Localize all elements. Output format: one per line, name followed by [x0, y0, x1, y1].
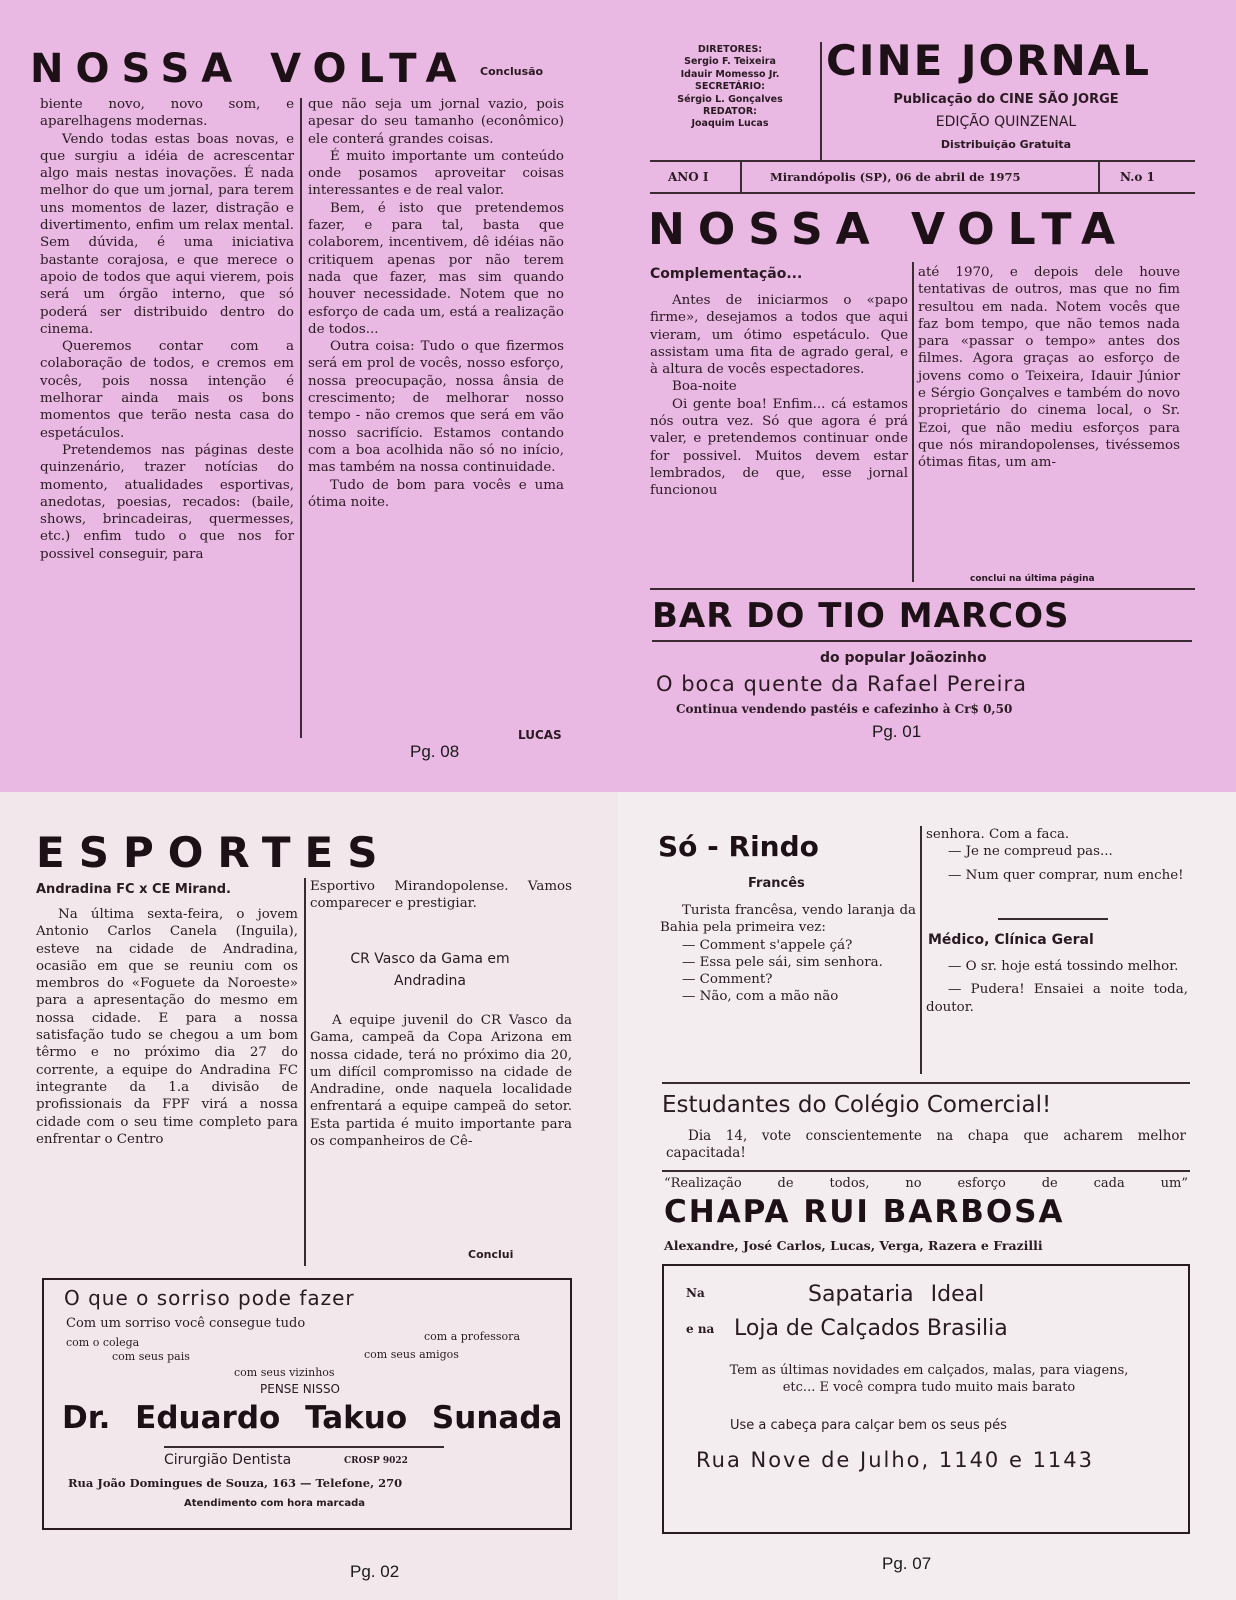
bar-ad-underline [652, 640, 1192, 642]
paragraph: — Comment? [682, 972, 773, 988]
page-01 [620, 0, 1236, 792]
paragraph: até 1970, e depois dele houve tentativas de outros, mas que no fim resultou em nada. Notem vocês que faz bom tempo, que não temos nada para «passar o tempo» antes dos filmes. Agora graças ao esforço de jovens como o Teixeira, Idauir Júnior e Sérgio Gonçalves e também do novo proprietário do cinema local, o Sr. Ezoi, que não mediu esforços para que nós mirandopolenses, tivéssemos ótimas fitas, um am- [918, 265, 1180, 471]
pg01-page-label: Pg. 01 [872, 722, 922, 741]
dentist-ad-line3a: com seus pais [112, 1350, 190, 1363]
paragraph: Queremos contar com a colaboração de todos, e cremos em vocês, pois nossa intenção é melhorar ainda mais os bons momentos que terão nesta casa do espetáculos. [40, 339, 294, 441]
masthead-sub3: Distribuição Gratuita [940, 138, 1072, 151]
section-rule [662, 1170, 1190, 1172]
staff-line: Sergio F. Teixeira [684, 56, 776, 68]
masthead-divider [820, 42, 822, 160]
section-rule [662, 1082, 1190, 1084]
column-divider [920, 826, 922, 1074]
ad-rule [650, 588, 1195, 590]
dentist-ad-line2a: com o colega [66, 1336, 140, 1349]
chapa-quote: “Realização de todos, no esforço de cada um” [664, 1176, 1188, 1191]
pg02-column-1 [36, 906, 298, 1148]
column-divider [300, 98, 302, 738]
paragraph: biente novo, novo som, e aparelhagens modernas. [40, 97, 294, 130]
paragraph: Dia 14, vote conscientemente na chapa que acharem melhor capacitada! [666, 1128, 1186, 1162]
dentist-profession: Cirurgião Dentista [164, 1452, 292, 1468]
chapa-name: CHAPA RUI BARBOSA [664, 1194, 1065, 1230]
masthead-rule-top [650, 160, 1195, 162]
joke-separator [998, 918, 1108, 920]
paragraph: Vendo todas estas boas novas, e que surgiu a idéia de acrescentar algo mais nestas inovações. É nada melhor do que um jornal, para terem uns momentos de lazer, distração e divertimento, enfim um relax mental. Sem dúvida, é uma iniciativa bastante corajosa, e que merece o apoio de todos que aqui vierem, pois será um órgão interno, que só poderá ser distribuido dentro do cinema. [40, 131, 294, 337]
dateline-divider [740, 162, 742, 192]
staff-line: Idauir Momesso Jr. [680, 68, 780, 80]
masthead-sub1: Publicação do CINE SÃO JORGE [893, 92, 1119, 107]
pg01-title: NOSSA VOLTA [648, 204, 1129, 255]
pg01-column-1 [650, 292, 908, 500]
pg07-column-2a [926, 826, 1188, 884]
pg08-column-2 [308, 96, 564, 511]
bar-ad-line2: O boca quente da Rafael Pereira [656, 672, 1027, 696]
issue-number: N.o 1 [1120, 170, 1155, 184]
dentist-address: Rua João Domingues de Souza, 163 — Telefone, 270 [68, 1476, 403, 1490]
paragraph: — Pudera! Ensaiei a noite toda, doutor. [926, 982, 1188, 1015]
paragraph: — Comment s'appele çá? [682, 937, 853, 953]
pg07-sub2: Médico, Clínica Geral [928, 932, 1094, 948]
masthead-rule-bottom [650, 192, 1195, 194]
shoe-ad-ena: e na [686, 1322, 715, 1336]
students-text [666, 1128, 1186, 1163]
paragraph: Antes de iniciarmos o «papo firme», desejamos a todos que aqui vieram, um ótimo espetáculo. Que assistam uma fita de agrado geral, e à altura de vocês espectadores. [650, 293, 908, 378]
paragraph: Esportivo Mirandopolense. Vamos comparecer e prestigiar. [310, 879, 572, 912]
staff-line: Sérgio L. Gonçalves [677, 93, 783, 105]
dentist-hours: Atendimento com hora marcada [184, 1498, 365, 1509]
pg07-sub1: Francês [748, 876, 805, 891]
paragraph: — Je ne compreud pas... [948, 844, 1113, 860]
shoe-ad-text: Tem as últimas novidades em calçados, malas, para viagens, etc... E você compra tudo muito mais barato [729, 1363, 1129, 1395]
shoe-ad-slogan: Use a cabeça para calçar bem os seus pés [730, 1418, 1007, 1433]
dateline-divider [1098, 162, 1100, 192]
pg02-sub1: Andradina FC x CE Mirand. [36, 882, 231, 897]
paragraph: — O sr. hoje está tossindo melhor. [948, 959, 1179, 974]
paragraph: Na última sexta-feira, o jovem Antonio Carlos Canela (Inguila), esteve na cidade de Andradina, ocasião em que se reuniu com os membros do «Foguete da Noroeste» para a apresentação do mesmo em nossa cidade. E para a nossa satisfação tudo se chegou a um bom têrmo e no próximo dia 27 do corrente, a equipe do Andradina FC integrante da 1.a divisão de profissionais da FPF virá a nossa cidade com o seu time completo para enfrentar o Centro [36, 907, 298, 1147]
pg08-title: NOSSA VOLTA [30, 46, 469, 92]
column-divider [912, 262, 914, 582]
paragraph: que não seja um jornal vazio, pois apesar do seu tamanho (econômico) ele conterá grandes coisas. [308, 97, 564, 147]
paragraph: Oi gente boa! Enfim... cá estamos nós outra vez. Só que agora é prá valer, e pretendemos continuar onde for possivel. Muitos devem estar lembrados, de que, esse jornal funcionou [650, 396, 908, 499]
top-spread [0, 0, 1236, 792]
paragraph: Pretendemos nas páginas deste quinzenário, trazer notícias do momento, atualidades esportivas, anedotas, poesias, recados: (baile, shows, brincadeiras, quermesses, etc.) enfim tudo o que nos for possivel conseguir, para [40, 442, 294, 562]
shoe-ad-address: Rua Nove de Julho, 1140 e 1143 [696, 1448, 1095, 1472]
dentist-ad-line2b: com a professora [424, 1330, 520, 1343]
masthead-title: CINE JORNAL [826, 36, 1152, 85]
shoe-store-ad [662, 1264, 1190, 1534]
pg02-conclui: Conclui [468, 1248, 514, 1261]
paragraph: É muito importante um conteúdo onde posamos aproveitar coisas interessantes e de real valor. [308, 148, 564, 199]
bottom-spread [0, 792, 1236, 1600]
pg02-page-label: Pg. 02 [350, 1562, 400, 1581]
shoe-ad-shop2: Loja de Calçados Brasilia [734, 1316, 1008, 1341]
pg08-column-1 [40, 96, 294, 563]
masthead-sub2: EDIÇÃO QUINZENAL [935, 114, 1077, 130]
pg07-column-1 [660, 902, 916, 1006]
dentist-ad-line3b: com seus amigos [364, 1348, 459, 1361]
column-divider [304, 878, 306, 1266]
continued-note: conclui na última página [970, 574, 1095, 584]
pg07-column-2b [926, 958, 1188, 1016]
staff-line: Joaquim Lucas [691, 118, 769, 130]
pg08-title-suffix: Conclusão [480, 65, 544, 78]
bar-ad-title: BAR DO TIO MARCOS [652, 596, 1070, 636]
paragraph: — Essa pele sái, sim senhora. [682, 954, 883, 970]
bar-ad-line1: do popular Joãozinho [820, 650, 987, 666]
page-02 [0, 792, 618, 1600]
page-07 [618, 792, 1236, 1600]
pg02-title: ESPORTES [36, 828, 392, 877]
chapa-members: Alexandre, José Carlos, Lucas, Verga, Razera e Frazilli [664, 1238, 1043, 1253]
masthead-staff [640, 44, 820, 131]
dentist-ad-line5: PENSE NISSO [260, 1382, 341, 1396]
paragraph: Turista francêsa, vendo laranja da Bahia pela primeira vez: [660, 903, 916, 936]
pg08-page-label: Pg. 08 [410, 742, 460, 761]
ano: ANO I [668, 170, 709, 184]
dentist-ad [42, 1278, 572, 1530]
pg08-signature: LUCAS [518, 728, 562, 742]
pg02-column-2 [310, 1012, 572, 1150]
paragraph: senhora. Com a faca. [926, 827, 1070, 842]
staff-line: DIRETORES: [697, 44, 763, 55]
staff-line: REDATOR: [703, 106, 757, 118]
staff-line: SECRETÁRIO: [695, 81, 765, 93]
dentist-ad-line1: Com um sorriso você consegue tudo [66, 1316, 306, 1331]
paragraph: Outra coisa: Tudo o que fizermos será em prol de vocês, nosso esforço, nossa preocupação, nossa ânsia de crescimento; de melhorar nosso tempo - não cremos que será em vão nosso sacrifício. Estamos contando com a boa acolhida não só no início, mas também na nossa continuidade. [308, 339, 564, 476]
shoe-ad-shop1: Sapataria Ideal [808, 1282, 985, 1307]
students-title: Estudantes do Colégio Comercial! [662, 1092, 1052, 1118]
paragraph: — Num quer comprar, num enche! [948, 867, 1184, 883]
pg07-page-label: Pg. 07 [882, 1554, 932, 1573]
paragraph: Bem, é isto que pretendemos fazer, e para tal, basta que colaborem, incentivem, dê idéias não critiquem apenas por não terem nada que fazer, mas sim quando houver necessidade. Notem que no esforço de cada um, está a realização de todos... [308, 200, 564, 337]
paragraph: Boa-noite [672, 379, 737, 395]
page-08 [0, 0, 600, 792]
dateline: Mirandópolis (SP), 06 de abril de 1975 [770, 170, 1021, 184]
paragraph: — Não, com a mão não [682, 989, 839, 1005]
dentist-crosp: CROSP 9022 [344, 1456, 408, 1466]
pg01-subtitle: Complementação... [650, 266, 803, 282]
pg01-column-2 [918, 264, 1180, 472]
dentist-rule [164, 1446, 444, 1448]
pg02-column-2-top [310, 878, 572, 913]
paragraph: Tudo de bom para vocês e uma ótima noite. [308, 477, 564, 510]
dentist-name: Dr. Eduardo Takuo Sunada [62, 1400, 563, 1436]
shoe-ad-na: Na [686, 1286, 705, 1300]
pg07-title: Só - Rindo [658, 830, 819, 863]
dentist-ad-line4: com seus vizinhos [234, 1366, 335, 1379]
pg02-sub2: CR Vasco da Gama em Andradina [350, 951, 510, 989]
paragraph: A equipe juvenil do CR Vasco da Gama, campeã da Copa Arizona em nossa cidade, terá no próximo dia 20, um difícil compromisso na cidade de Andradine, onde naquela localidade enfrentará a equipe campeã do setor. Esta partida é muito importante para os companheiros de Cê- [310, 1013, 572, 1150]
dentist-ad-title: O que o sorriso pode fazer [64, 1286, 355, 1310]
bar-ad-line3: Continua vendendo pastéis e cafezinho à Cr$ 0,50 [676, 702, 1013, 716]
